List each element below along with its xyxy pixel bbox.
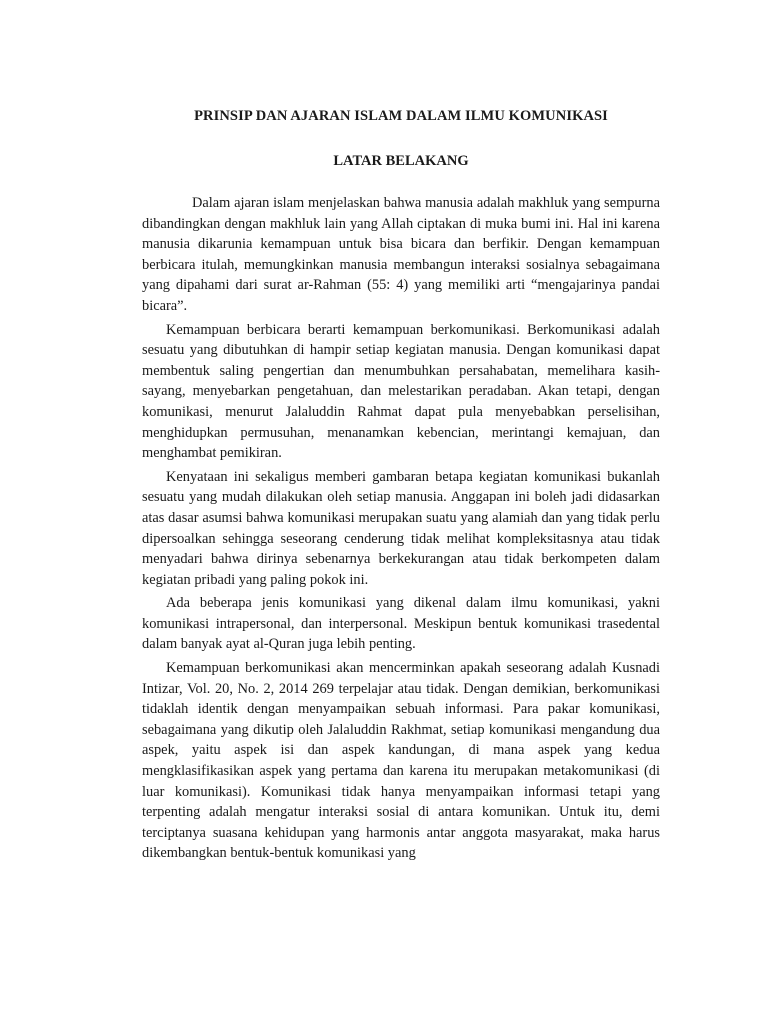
paragraph: Kemampuan berbicara berarti kemampuan berkomunikasi. Berkomunikasi adalah sesuatu yang dibutuhkan di hampir setiap kegiatan manusia. Dengan komunikasi dapat membentuk saling pengertian dan menumbuhkan persahabatan, memelihara kasih-sayang, menyebarkan pengetahuan, dan melestarikan peradaban. Akan tetapi, dengan komunikasi, menurut Jalaluddin Rahmat dapat pula menyebabkan perselisihan, menghidupkan permusuhan, menanamkan kebencian, merintangi kemajuan, dan menghambat pemikiran. <box>142 321 660 462</box>
section-heading: LATAR BELAKANG <box>333 153 469 169</box>
paragraph: Dalam ajaran islam menjelaskan bahwa manusia adalah makhluk yang sempurna dibandingkan dengan makhluk lain yang Allah ciptakan di muka bumi ini. Hal ini karena manusia dikarunia kemampuan untuk bisa bicara dan berfikir. Dengan kemampuan berbicara itulah, memungkinkan manusia membangun interaksi sosialnya sebagaimana yang dipahami dari surat ar-Rahman (55: 4) yang memiliki arti “mengajarinya pandai bicara”. <box>142 195 660 314</box>
document-title: PRINSIP DAN AJARAN ISLAM DALAM ILMU KOMUNIKASI <box>194 108 608 124</box>
document-body <box>142 193 660 864</box>
paragraph: Kenyataan ini sekaligus memberi gambaran betapa kegiatan komunikasi bukanlah sesuatu yang mudah dilakukan oleh setiap manusia. Anggapan ini boleh jadi didasarkan atas dasar asumsi bahwa komunikasi merupakan suatu yang alamiah dan yang tidak perlu dipersoalkan sehingga seseorang cenderung tidak melihat kompleksitasnya atau tidak menyadari bahwa dirinya sebenarnya berkekurangan atau tidak berkompeten dalam kegiatan pribadi yang paling pokok ini. <box>142 468 660 588</box>
paragraph: Kemampuan berkomunikasi akan mencerminkan apakah seseorang adalah Kusnadi Intizar, Vol. 20, No. 2, 2014 269 terpelajar atau tidak. Dengan demikian, berkomunikasi tidaklah identik dengan menyampaikan sebuah informasi. Para pakar komunikasi, sebagaimana yang dikutip oleh Jalaluddin Rakhmat, setiap komunikasi mengandung dua aspek, yaitu aspek isi dan aspek kandungan, di mana aspek yang kedua mengklasifikasikan aspek yang pertama dan karena itu merupakan metakomunikasi (di luar komunikasi). Komunikasi tidak hanya menyampaikan informasi tetapi yang terpenting adalah mengatur interaksi sosial di antara komunikan. Untuk itu, demi terciptanya suasana kehidupan yang harmonis antar anggota masyarakat, maka harus dikembangkan bentuk-bentuk komunikasi yang <box>142 660 660 862</box>
paragraph: Ada beberapa jenis komunikasi yang dikenal dalam ilmu komunikasi, yakni komunikasi intrapersonal, dan interpersonal. Meskipun bentuk komunikasi trasedental dalam banyak ayat al-Quran juga lebih penting. <box>142 595 660 653</box>
document-page <box>142 106 660 867</box>
